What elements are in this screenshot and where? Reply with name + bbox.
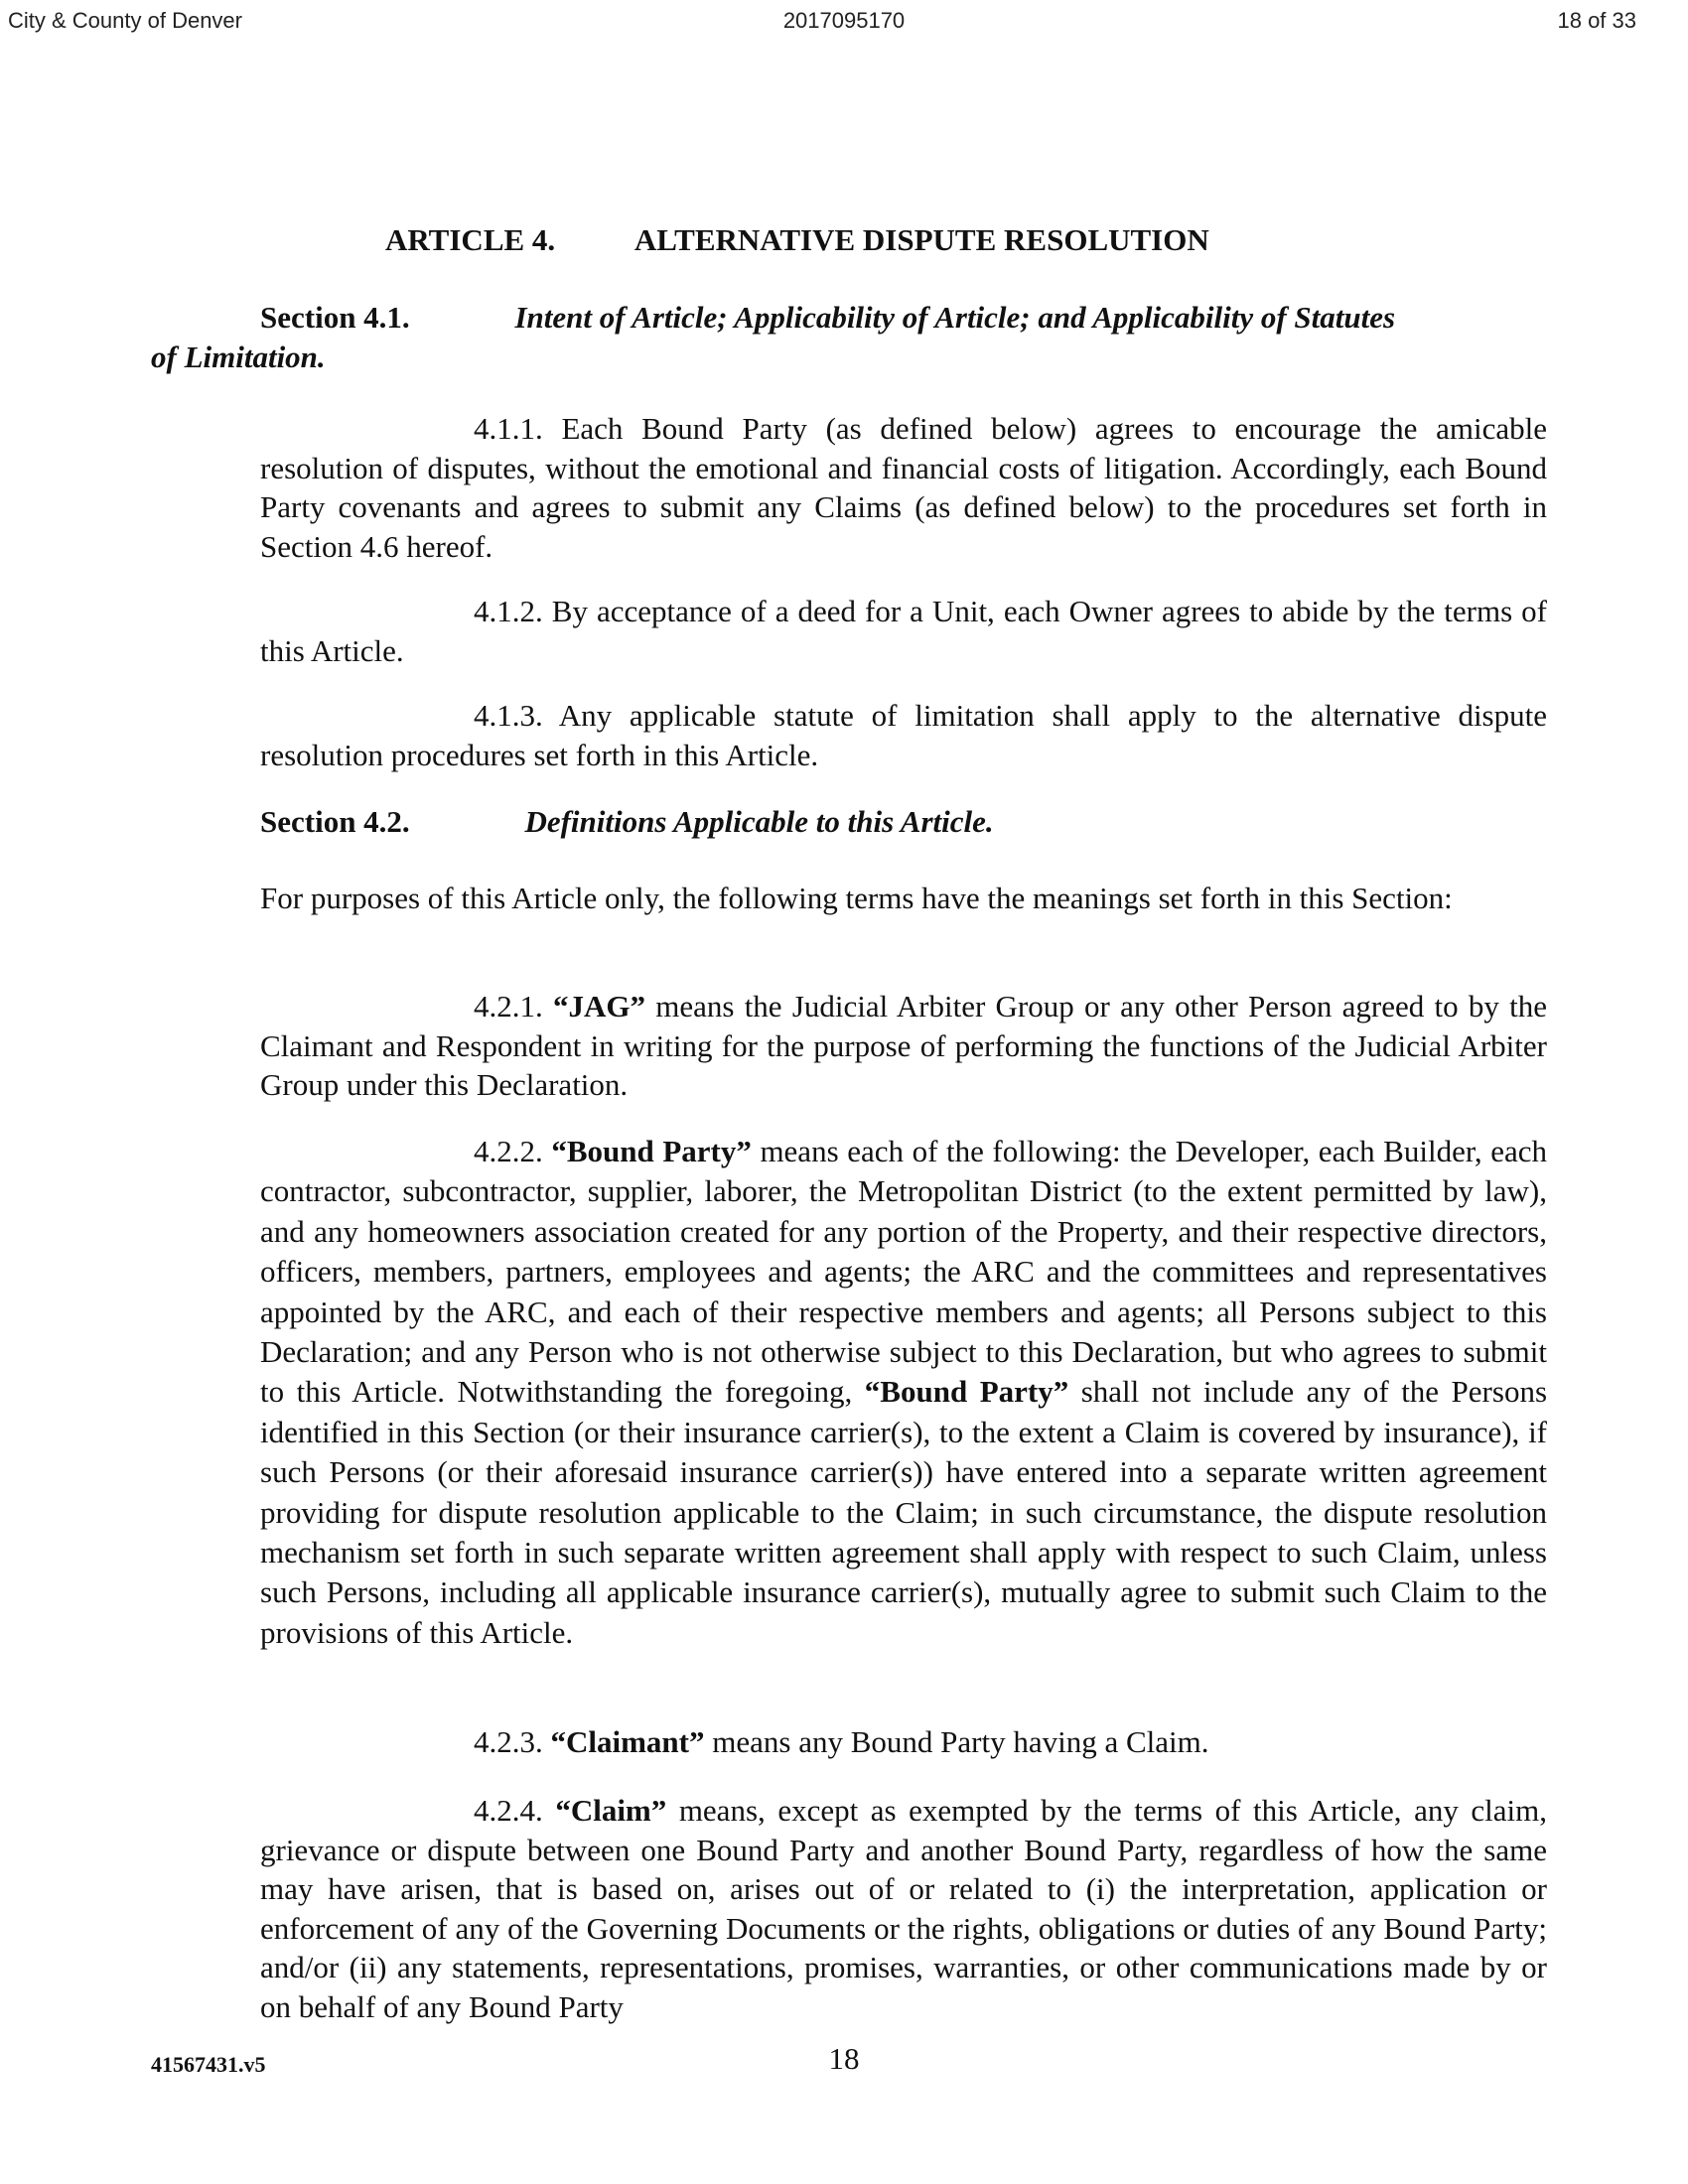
paragraph-4-2-1 xyxy=(260,987,1547,1105)
page-number: 18 xyxy=(828,2041,860,2076)
paragraph-text: By acceptance of a deed for a Unit, each Owner agrees to abide by the terms of this Article. xyxy=(260,594,1547,668)
paragraph-number: 4.1.2. xyxy=(474,594,543,628)
defined-term: “Claimant” xyxy=(550,1724,705,1759)
purposes-paragraph xyxy=(151,879,1547,918)
section-label: Section 4.1. xyxy=(260,300,410,335)
paragraph-4-2-3 xyxy=(260,1722,1547,1762)
document-id: 41567431.v5 xyxy=(151,2052,266,2077)
article-title: ALTERNATIVE DISPUTE RESOLUTION xyxy=(633,222,1209,257)
defined-term: “Bound Party” xyxy=(551,1134,752,1168)
paragraph-number: 4.2.1. xyxy=(474,989,543,1024)
paragraph-number: 4.2.2. xyxy=(474,1134,543,1168)
paragraph-text: means any Bound Party having a Claim. xyxy=(712,1724,1209,1759)
article-heading xyxy=(385,220,1209,260)
paragraph-text-continued: shall not include any of the Persons identified in this Section (or their insurance carrier(s), to the extent a Claim is covered by insurance), if such Persons (or their aforesaid insurance carrier(s)) have entered into a separate written agreement providing for dispute resolution applicable to the Claim; in such circumstance, the dispute resolution mechanism set forth in such separate written agreement shall apply with respect to such Claim, unless such Persons, including all applicable insurance carrier(s), mutually agree to submit such Claim to the provisions of this Article. xyxy=(260,1374,1548,1650)
article-number: ARTICLE 4. xyxy=(385,222,556,257)
paragraph-4-1-3 xyxy=(260,696,1547,774)
paragraph-number: 4.2.4. xyxy=(474,1793,543,1828)
reception-number: 2017095170 xyxy=(782,8,906,33)
section-4-1-heading xyxy=(151,298,1547,376)
defined-term: “Bound Party” xyxy=(864,1374,1069,1410)
defined-term: “JAG” xyxy=(553,989,645,1024)
recorder-name: City & County of Denver xyxy=(8,8,242,33)
paragraph-text: Each Bound Party (as defined below) agrees to encourage the amicable resolution of disputes, without the emotional and financial costs of litigation. Accordingly, each Bound Party covenants and agrees to submit any Claims (as defined below) to the procedures set forth in Section 4.6 hereof. xyxy=(260,411,1548,564)
section-label: Section 4.2. xyxy=(260,804,410,839)
section-title: Intent of Article; Applicability of Article; and Applicability of Statutes xyxy=(514,300,1396,335)
section-title: Definitions Applicable to this Article. xyxy=(524,804,994,839)
section-title-continued: of Limitation. xyxy=(151,339,326,374)
paragraph-number: 4.2.3. xyxy=(474,1724,543,1759)
paragraph-text: means each of the following: the Developer, each Builder, each contractor, subcontractor, supplier, laborer, the Metropolitan District (to the extent permitted by law), and any homeowners association created for any portion of the Property, and their respective directors, officers, members, partners, employees and agents; the ARC and the committees and representatives appointed by the ARC, and each of their respective members and agents; all Persons subject to this Declaration; and any Person who is not otherwise subject to this Declaration, but who agrees to submit to this Article. Notwithstanding the foregoing, xyxy=(260,1134,1548,1410)
paragraph-text: means the Judicial Arbiter Group or any other Person agreed to by the Claimant and Respondent in writing for the purpose of performing the functions of the Judicial Arbiter Group under this Declaration. xyxy=(260,989,1547,1102)
paragraph-4-1-1 xyxy=(260,409,1547,566)
paragraph-text: For purposes of this Article only, the following terms have the meanings set forth in this Section: xyxy=(260,881,1453,915)
paragraph-number: 4.1.3. xyxy=(474,698,543,733)
paragraph-text: Any applicable statute of limitation shall apply to the alternative dispute resolution procedures set forth in this Article. xyxy=(260,698,1547,772)
defined-term: “Claim” xyxy=(555,1793,667,1828)
paragraph-4-2-4 xyxy=(260,1791,1547,2026)
paragraph-4-2-2 xyxy=(260,1132,1547,1653)
section-4-2-heading xyxy=(260,802,994,842)
page-count: 18 of 33 xyxy=(1557,8,1636,33)
paragraph-4-1-2 xyxy=(260,592,1547,670)
paragraph-text: means, except as exempted by the terms of this Article, any claim, grievance or dispute between one Bound Party and another Bound Party, regardless of how the same may have arisen, that is based on, arises out of or related to (i) the interpretation, application or enforcement of any of the Governing Documents or the rights, obligations or duties of any Bound Party; and/or (ii) any statements, representations, promises, warranties, or other communications made by or on behalf of any Bound Party xyxy=(260,1793,1547,2024)
paragraph-number: 4.1.1. xyxy=(474,411,543,446)
